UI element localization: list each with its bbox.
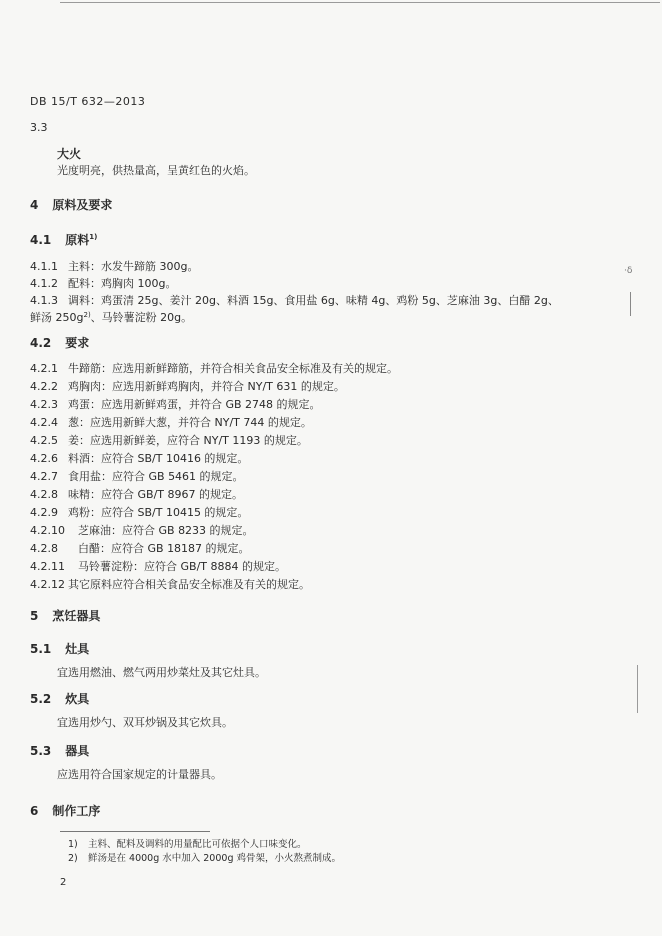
scan-mark: [637, 665, 638, 713]
section-5-3-heading: [30, 744, 89, 759]
clause-text: 鲜汤 250g: [30, 311, 84, 324]
section-5-3-text: 应选用符合国家规定的计量器具。: [57, 768, 222, 781]
clause-number: 4.2.5: [30, 434, 58, 447]
section-5-heading: [30, 609, 100, 624]
clause-text: 鸡胸肉：应选用新鲜鸡胸肉，并符合 NY/T 631 的规定。: [68, 380, 345, 393]
footnote-number: 1): [68, 839, 78, 850]
section-5-1-text: 宜选用燃油、燃气两用炒菜灶及其它灶具。: [57, 666, 266, 679]
section-number: 4.2: [30, 336, 52, 350]
clause-text: 牛蹄筋：应选用新鲜蹄筋，并符合相关食品安全标准及有关的规定。: [68, 362, 398, 375]
term-heading: 大火: [57, 147, 82, 161]
clause-number: 4.2.11: [30, 560, 65, 573]
list-item: [30, 362, 398, 376]
list-item: [30, 506, 248, 520]
section-4-2-heading: [30, 336, 89, 351]
list-item: [30, 452, 248, 466]
clause-text: 料酒：应符合 SB/T 10416 的规定。: [68, 452, 249, 465]
section-number: 5.1: [30, 642, 52, 656]
clause-4-1-3-continuation: [30, 311, 192, 325]
section-title: 要求: [65, 336, 90, 350]
clause-text: 芝麻油：应符合 GB 8233 的规定。: [78, 524, 254, 537]
list-item: [30, 542, 250, 556]
clause-number: 4.2.2: [30, 380, 58, 393]
clause-4-1-3: [30, 294, 559, 308]
clause-4-1-2: [30, 277, 176, 291]
footnote-1: [68, 838, 307, 851]
section-number: 4.1: [30, 233, 52, 247]
section-4-heading: [30, 198, 112, 213]
clause-text: 味精：应符合 GB/T 8967 的规定。: [68, 488, 243, 501]
clause-text: 其它原料应符合相关食品安全标准及有关的规定。: [68, 578, 310, 591]
section-5-2-heading: [30, 692, 89, 707]
clause-number: 4.2.6: [30, 452, 58, 465]
clause-text: 配料：鸡胸肉 100g。: [68, 277, 177, 290]
document-code: DB 15/T 632—2013: [30, 95, 146, 108]
list-item: [30, 560, 286, 574]
section-title: 制作工序: [52, 804, 101, 818]
footnote-text: 鲜汤是在 4000g 水中加入 2000g 鸡骨架，小火熬煮制成。: [88, 853, 341, 864]
clause-4-1-1: [30, 260, 198, 274]
clause-text: 调料：鸡蛋清 25g、姜汁 20g、料酒 15g、食用盐 6g、味精 4g、鸡粉 5g、芝麻油 3g、白醋 2g、: [68, 294, 559, 307]
list-item: [30, 488, 243, 502]
clause-text: 马铃薯淀粉：应符合 GB/T 8884 的规定。: [78, 560, 286, 573]
section-6-heading: [30, 804, 100, 819]
margin-mark: ·δ: [624, 266, 633, 276]
list-item: [30, 398, 321, 412]
clause-text: 姜：应选用新鲜姜，应符合 NY/T 1193 的规定。: [68, 434, 308, 447]
clause-text: 葱：应选用新鲜大葱，并符合 NY/T 744 的规定。: [68, 416, 312, 429]
section-number: 5.2: [30, 692, 52, 706]
section-5-2-text: 宜选用炒勺、双耳炒锅及其它炊具。: [57, 716, 233, 729]
clause-number: 4.1.2: [30, 277, 58, 290]
footnote-ref-2: 2): [83, 311, 91, 319]
clause-number: 4.2.8: [30, 542, 58, 555]
list-item: [30, 380, 345, 394]
clause-number: 4.2.7: [30, 470, 58, 483]
section-number: 6: [30, 804, 39, 818]
clause-text: 主料：水发牛蹄筋 300g。: [68, 260, 199, 273]
section-title: 原料: [65, 233, 90, 247]
list-item: [30, 470, 244, 484]
clause-text: 鸡粉：应符合 SB/T 10415 的规定。: [68, 506, 249, 519]
list-item: [30, 524, 254, 538]
clause-text: 鸡蛋：应选用新鲜鸡蛋，并符合 GB 2748 的规定。: [68, 398, 321, 411]
section-number: 5: [30, 609, 39, 623]
section-title: 原料及要求: [52, 198, 113, 212]
section-5-1-heading: [30, 642, 89, 657]
footnote-text: 主料、配料及调料的用量配比可依据个人口味变化。: [88, 839, 307, 850]
scan-mark: [630, 292, 631, 316]
clause-number: 4.2.3: [30, 398, 58, 411]
clause-number: 4.2.9: [30, 506, 58, 519]
clause-number: 4.1.1: [30, 260, 58, 273]
section-title: 器具: [65, 744, 90, 758]
footnote-rule: [60, 831, 210, 832]
top-border-line: [60, 2, 660, 3]
section-title: 灶具: [65, 642, 90, 656]
section-4-1-heading: [30, 233, 97, 248]
clause-number: 4.2.4: [30, 416, 58, 429]
section-title: 炊具: [65, 692, 90, 706]
list-item: [30, 416, 312, 430]
page-number: 2: [60, 877, 67, 888]
clause-number: 4.2.8: [30, 488, 58, 501]
section-3-3-number: 3.3: [30, 121, 48, 134]
section-number: 5.3: [30, 744, 52, 758]
clause-number: 4.1.3: [30, 294, 58, 307]
section-title: 烹饪器具: [52, 609, 101, 623]
clause-text: 、马铃薯淀粉 20g。: [90, 311, 193, 324]
term-definition: 光度明亮，供热量高，呈黄红色的火焰。: [57, 164, 255, 177]
clause-text: 白醋：应符合 GB 18187 的规定。: [78, 542, 250, 555]
list-item: [30, 434, 308, 448]
footnote-ref-1: 1): [89, 233, 98, 241]
clause-number: 4.2.1: [30, 362, 58, 375]
clause-number: 4.2.12: [30, 578, 65, 591]
footnote-number: 2): [68, 853, 78, 864]
footnote-2: [68, 852, 341, 865]
list-item: [30, 578, 310, 592]
section-number: 4: [30, 198, 39, 212]
clause-text: 食用盐：应符合 GB 5461 的规定。: [68, 470, 244, 483]
clause-number: 4.2.10: [30, 524, 65, 537]
